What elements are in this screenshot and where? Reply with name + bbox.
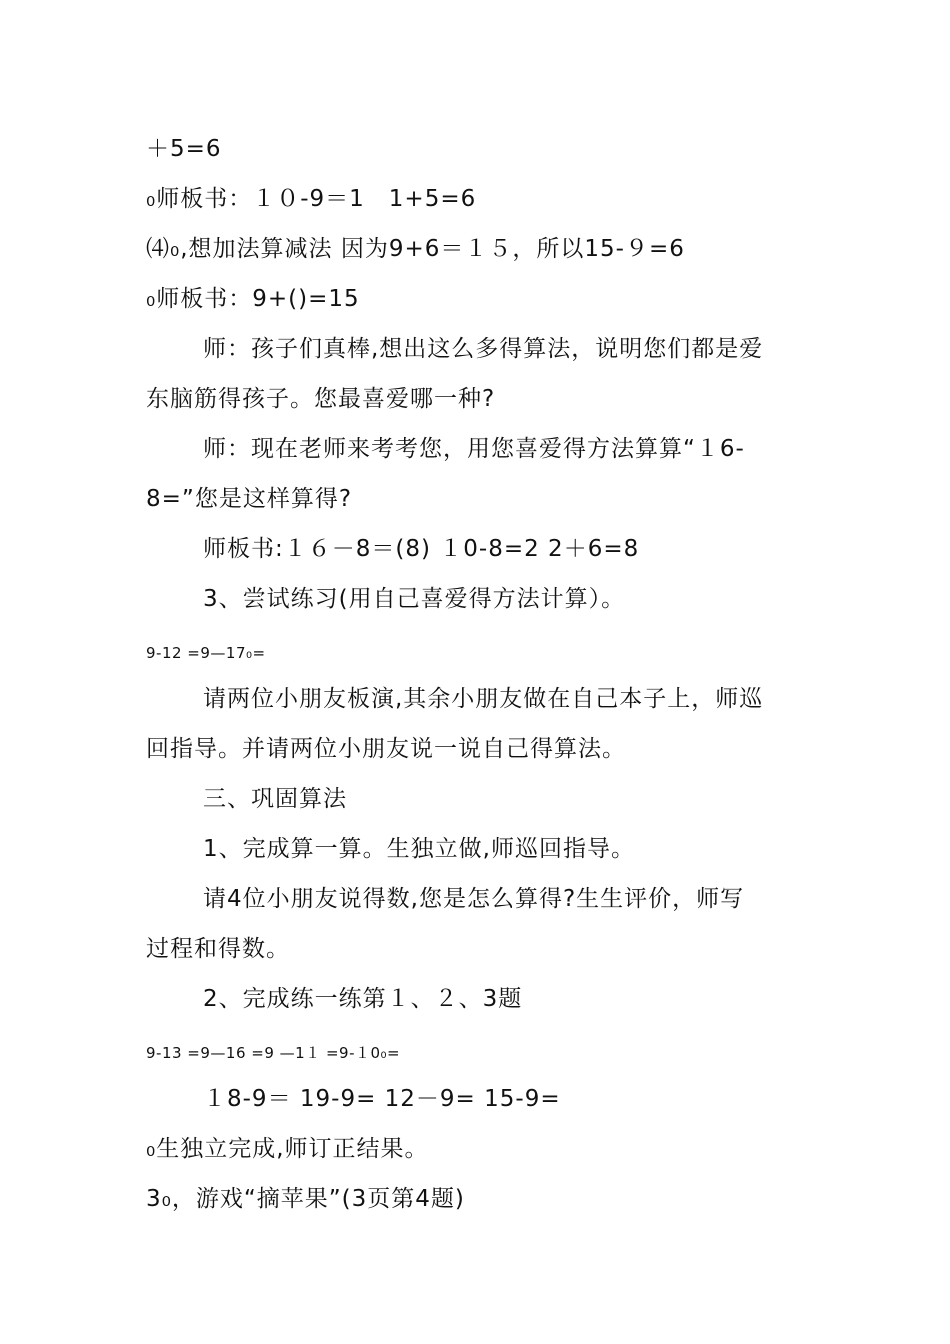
- text-line: 3₀，游戏“摘苹果”(3页第4题): [146, 1186, 465, 1212]
- paragraph-line: 东脑筋得孩子。您最喜爱哪一种?: [146, 386, 496, 412]
- paragraph-line: 师：现在老师来考考您，用您喜爱得方法算算“１6-: [203, 436, 745, 462]
- paragraph-line: 请4位小朋友说得数,您是怎么算得?生生评价，师写: [203, 886, 745, 912]
- equation-line: 9-13 =9—16 =9 —1１ =9-１0₀=: [146, 1044, 401, 1062]
- paragraph-line: 请两位小朋友板演,其余小朋友做在自己本子上，师巡: [203, 686, 764, 712]
- section-heading: 三、巩固算法: [203, 786, 347, 812]
- text-line: ₀师板书：１０-9＝1 1+5=6: [146, 186, 477, 212]
- text-line: 师板书:１６－8＝(8) １0-8=2 2＋6=8: [203, 536, 640, 562]
- equation-line: 9-12 =9—17₀=: [146, 644, 266, 662]
- paragraph-line: 8=”您是这样算得?: [146, 486, 353, 512]
- section-heading: 3、尝试练习(用自己喜爱得方法计算）。: [203, 586, 626, 612]
- text-line: ₀师板书：9+()=15: [146, 286, 360, 312]
- text-line: 1、完成算一算。生独立做,师巡回指导。: [203, 836, 635, 862]
- text-line: ⑷₀,想加法算减法 因为9+6＝１５，所以15-９=6: [146, 236, 685, 262]
- text-line: ＋5=6: [146, 136, 222, 162]
- text-line: 2、完成练一练第１、２、3题: [203, 986, 523, 1012]
- paragraph-line: 回指导。并请两位小朋友说一说自己得算法。: [146, 736, 626, 762]
- paragraph-line: 过程和得数。: [146, 936, 290, 962]
- equation-line: １8-9＝ 19-9= 12－9= 15-9=: [203, 1086, 561, 1112]
- text-line: ₀生独立完成,师订正结果。: [146, 1136, 429, 1162]
- paragraph-line: 师：孩子们真棒,想出这么多得算法，说明您们都是爱: [203, 336, 764, 362]
